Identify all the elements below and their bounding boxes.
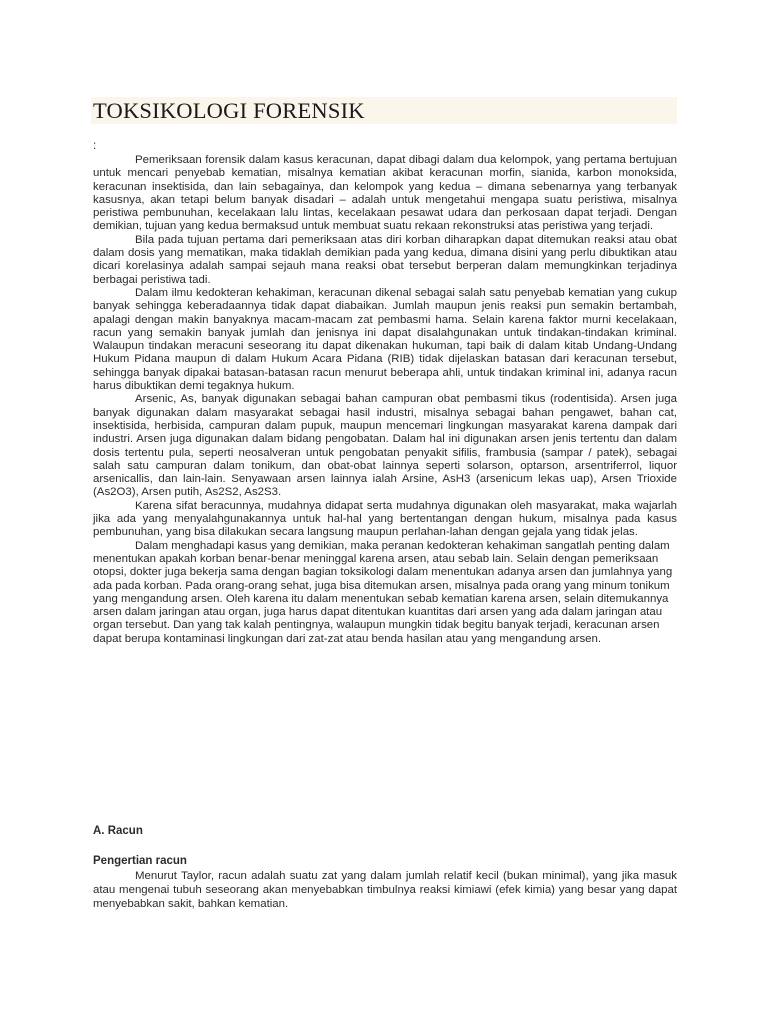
- paragraph-forensic-examination: Pemeriksaan forensik dalam kasus keracunan, dapat dibagi dalam dua kelompok, yang pertama bertujuan untuk mencari penyebab kematian, misalnya kematian akibat keracunan morfin, sianida, karbon monoksida, keracunan insektisida, dan lain sebagainya, dan kelompok yang kedua – dimana sebenarnya yang terbanyak kasusnya, akan tetapi belum banyak disadari – adalah untuk mengetahui mengapa suatu peristiwa, misalnya peristiwa pembunuhan, kecelakaan lalu lintas, kecelakaan pesawat udara dan perkosaan dapat terjadi. Dengan demikian, tujuan yang kedua bermaksud untuk membuat suatu rekaan rekonstruksi atas peristiwa yang terjadi.: [93, 154, 677, 233]
- paragraph-forensic-medicine: Dalam ilmu kedokteran kehakiman, keracunan dikenal sebagai salah satu penyebab kematian yang cukup banyak sehingga keberadaannya tidak dapat diabaikan. Jumlah maupun jenis reaksi pun semakin bertambah, apalagi dengan makin banyaknya macam-macam zat pembasmi hama. Selain karena faktor murni kecelakaan, racun yang semakin banyak jumlah dan jenisnya ini dapat disalahgunakan untuk tindakan-tindakan kriminal. Walaupun tindakan meracuni seseorang itu dapat dikenakan hukuman, tapi baik di dalam kitab Undang-Undang Hukum Pidana maupun di dalam Hukum Acara Pidana (RIB) tidak dijelaskan batasan dari keracunan tersebut, sehingga banyak dipakai batasan-batasan racun menurut beberapa ahli, untuk tindakan kriminal ini, adanya racun harus dibuktikan demi tegaknya hukum.: [93, 286, 677, 393]
- paragraph-arsenic: Arsenic, As, banyak digunakan sebagai bahan campuran obat pembasmi tikus (rodentisida). Arsen juga banyak digunakan dalam masyarakat sebagai hasil industri, misalnya sebagai bahan pengawet, bahan cat, insektisida, herbisida, campuran dalam pupuk, maupun mencemari lingkungan masyarakat karena dampak dari industri. Arsen juga digunakan dalam bidang pengobatan. Dalam hal ini digunakan arsen jenis tertentu dan dalam dosis tertentu pula, seperti neosalveran untuk pengobatan penyakit sifilis, frambusia (sampar / patek), sebagai salah satu campuran dalam tonikum, dan obat-obat lainnya seperti solarson, optarson, arsentriferrol, liquor arsenicallis, dan lain-lain. Senyawaan arsen lainnya ialah Arsine, AsH3 (arsenicum lekas uap), Arsen Trioxide (As2O3), Arsen putih, As2S2, As2S3.: [93, 393, 677, 499]
- document-body: [93, 154, 677, 646]
- section-body: [93, 869, 677, 911]
- section-heading-racun: A. Racun: [93, 825, 143, 837]
- paragraph-first-objective: Bila pada tujuan pertama dari pemeriksaan atas diri korban diharapkan dapat ditemukan reaksi atau obat dalam dosis yang mematikan, maka tidaklah demikian pada yang kedua, dimana disini yang perlu dibuktikan atau dicari korelasinya adalah sampai sejauh mana reaksi obat tersebut berperan dalam memungkinkan terjadinya berbagai peristiwa tadi.: [93, 233, 677, 286]
- paragraph-toxicity: Karena sifat beracunnya, mudahnya didapat serta mudahnya digunakan oleh masyarakat, maka wajarlah jika ada yang menyalahgunakannya untuk hal-hal yang bertentangan dengan hukum, misalnya pada kasus pembunuhan, yang bisa dilakukan secara langsung maupun perlahan-lahan dengan gejala yang tidak jelas.: [93, 499, 677, 539]
- document-title: TOKSIKOLOGI FORENSIK: [93, 98, 365, 123]
- colon-marker: :: [93, 140, 97, 152]
- paragraph-forensic-role: Dalam menghadapi kasus yang demikian, maka peranan kedokteran kehakiman sangatlah penting dalam menentukan apakah korban benar-benar meninggal karena arsen, atau sebab lain. Selain dengan pemeriksaan otopsi, dokter juga bekerja sama dengan bagian toksikologi dalam menentukan adanya arsen dan jumlahnya yang ada pada korban. Pada orang-orang sehat, juga bisa ditemukan arsen, misalnya pada orang yang minum tonikum yang mengandung arsen. Oleh karena itu dalam menentukan sebab kematian karena arsen, selain ditemukannya arsen dalam jaringan atau organ, juga harus dapat ditentukan kuantitas dari arsen yang ada dalam jaringan atau organ tersebut. Dan yang tak kalah pentingnya, walaupun mungkin tidak begitu banyak terjadi, keracunan arsen dapat berupa kontaminasi lingkungan dari zat-zat atau benda hasilan atau yang mengandung arsen.: [93, 539, 673, 645]
- subheading-pengertian-racun: Pengertian racun: [93, 855, 187, 867]
- paragraph-taylor-definition: Menurut Taylor, racun adalah suatu zat yang dalam jumlah relatif kecil (bukan minimal), yang jika masuk atau mengenai tubuh seseorang akan menyebabkan timbulnya reaksi kimiawi (efek kimia) yang besar yang dapat menyebabkan sakit, bahkan kematian.: [93, 870, 677, 910]
